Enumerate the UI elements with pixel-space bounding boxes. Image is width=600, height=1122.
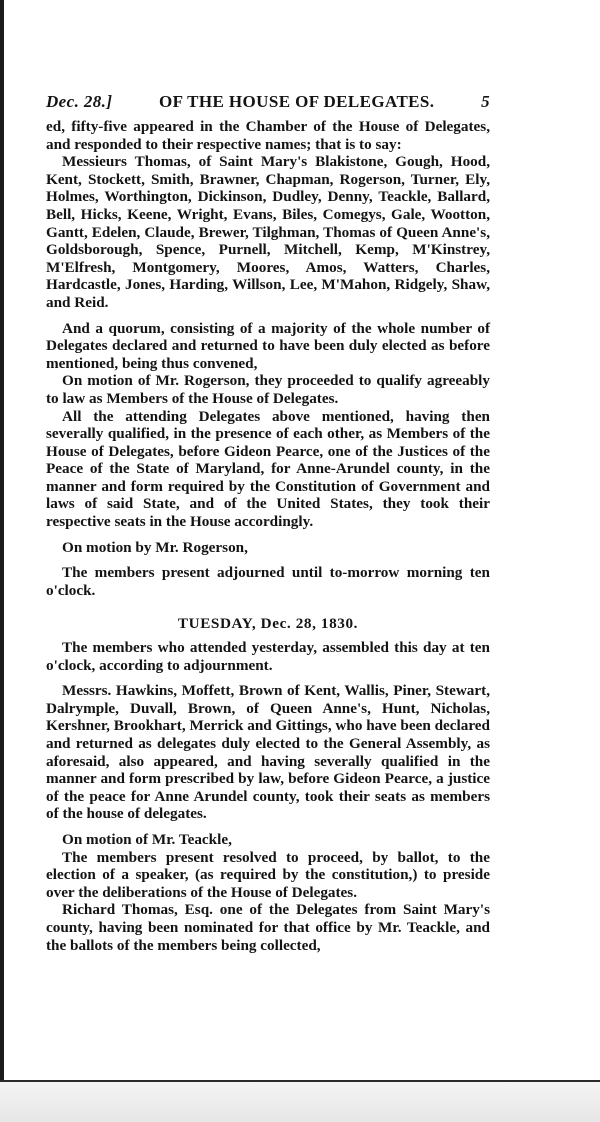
scan-bottom-border xyxy=(0,1080,600,1122)
paragraph: On motion by Mr. Rogerson, xyxy=(62,538,248,556)
header-date: Dec. 28.] xyxy=(46,92,113,111)
paragraph: On motion of Mr. Rogerson, they proceeded to qualify agreeably to law as Members of the House of Delegates. xyxy=(46,372,490,407)
paragraph: The members who attended yesterday, assembled this day at ten o'clock, according to adjournment. xyxy=(46,639,490,674)
running-header xyxy=(46,92,490,112)
page-number: 5 xyxy=(481,92,490,111)
paragraph: ed, fifty-five appeared in the Chamber of the House of Delegates, and responded to their respective names; that is to say: xyxy=(46,118,490,153)
paragraph: The members present adjourned until to-morrow morning ten o'clock. xyxy=(46,564,490,599)
paragraph: And a quorum, consisting of a majority of the whole number of Delegates declared and returned to have been duly elected as before mentioned, being thus convened, xyxy=(46,319,490,372)
paragraph: Richard Thomas, Esq. one of the Delegates from Saint Mary's county, having been nominated for that office by Mr. Teackle, and the ballots of the members being collected, xyxy=(46,901,490,954)
scan-left-edge xyxy=(0,0,4,1122)
paragraph: The members present resolved to proceed, by ballot, to the election of a speaker, (as required by the constitution,) to preside over the deliberations of the House of Delegates. xyxy=(46,848,490,901)
header-title: OF THE HOUSE OF DELEGATES. xyxy=(159,92,435,111)
document-page xyxy=(46,92,490,954)
paragraph: On motion of Mr. Teackle, xyxy=(62,830,232,848)
body-text xyxy=(46,118,490,954)
section-heading: TUESDAY, Dec. 28, 1830. xyxy=(177,615,359,633)
paragraph: Messrs. Hawkins, Moffett, Brown of Kent, Wallis, Piner, Stewart, Dalrymple, Duvall, Brown, of Queen Anne's, Hunt, Nicholas, Kershner, Brookhart, Merrick and Gittings, who have been declared and returned as delegates duly elected to the General Assembly, as aforesaid, also appeared, and having severally qualified in the manner and form prescribed by law, before Gideon Pearce, a justice of the peace for Anne Arundel county, took their seats as members of the house of delegates. xyxy=(46,682,490,823)
paragraph: Messieurs Thomas, of Saint Mary's Blakistone, Gough, Hood, Kent, Stockett, Smith, Brawner, Chapman, Rogerson, Turner, Ely, Holmes, Worthington, Dickinson, Dudley, Denny, Teackle, Ballard, Bell, Hicks, Keene, Wright, Evans, Biles, Comegys, Gale, Wootton, Gantt, Edelen, Claude, Brewer, Tilghman, Thomas of Queen Anne's, Goldsborough, Spence, Purnell, Mitchell, Kemp, M'Kinstrey, M'Elfresh, Montgomery, Moores, Amos, Watters, Charles, Hardcastle, Jones, Harding, Willson, Lee, M'Mahon, Ridgely, Shaw, and Reid. xyxy=(46,153,490,311)
paragraph: All the attending Delegates above mentioned, having then severally qualified, in the presence of each other, as Members of the House of Delegates, before Gideon Pearce, one of the Justices of the Peace of the State of Maryland, for Anne-Arundel county, in the manner and form required by the Constitution of Government and laws of said State, and of the United States, they took their respective seats in the House accordingly. xyxy=(46,407,490,531)
